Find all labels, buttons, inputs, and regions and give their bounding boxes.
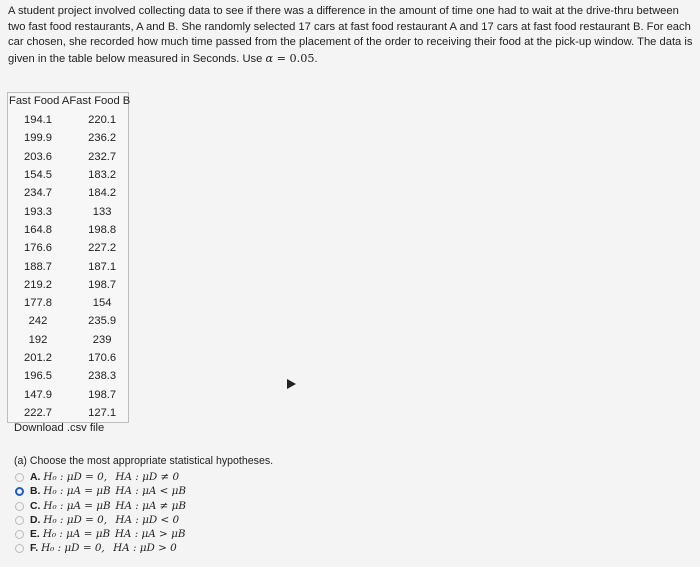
table-row [8,404,130,422]
alternative-hypothesis: HA : μA ≠ μB [115,499,187,512]
table-row [8,257,130,275]
table-row [8,385,130,403]
cell-fast-food-a: 222.7 [24,406,52,419]
cell-fast-food-b: 239 [92,333,112,346]
cell-fast-food-b: 154 [92,297,112,310]
alternative-hypothesis: HA : μD > 0 [113,542,177,555]
radio-icon[interactable] [15,530,24,539]
null-hypothesis: H₀ : μD = 0, [41,542,105,555]
option-letter: A. [30,472,41,483]
cell-fast-food-a: 203.6 [24,150,52,163]
table-row [8,148,130,166]
cell-fast-food-b: 170.6 [88,352,117,364]
cell-fast-food-a: 199.9 [24,132,52,145]
radio-icon[interactable] [15,502,24,511]
null-hypothesis: H₀ : μD = 0, [43,513,108,526]
table-row [8,129,130,147]
null-hypothesis: H₀ : μA = μB [43,499,111,512]
option-letter: B. [30,486,41,498]
table-row [8,349,130,367]
cell-fast-food-b: 220.1 [88,114,117,127]
cell-fast-food-a: 147.9 [24,388,52,401]
null-hypothesis: H₀ : μA = μB [43,485,111,498]
cell-fast-food-b: 187.1 [88,260,117,273]
option-letter: C. [30,500,41,512]
data-table [7,92,129,423]
cell-fast-food-b: 236.2 [88,132,117,145]
null-hypothesis: H₀ : μA = μB [42,528,111,541]
table-row [8,239,130,257]
cell-fast-food-b: 238.3 [88,370,117,383]
question-a: (a) Choose the most appropriate statistical hypotheses. [14,455,274,467]
option-letter: E. [30,529,40,541]
cell-fast-food-a: 192 [28,333,48,346]
cell-fast-food-a: 234.7 [24,187,52,200]
hypothesis-options [14,470,186,556]
option-d[interactable] [14,513,186,527]
table-row [8,221,130,239]
cell-fast-food-a: 242 [28,315,48,328]
cell-fast-food-b: 198.7 [88,278,117,291]
option-e[interactable] [14,527,186,541]
radio-selected-icon[interactable] [15,487,24,496]
table-row [8,166,130,184]
table-header-row [8,93,130,111]
cell-fast-food-b: 235.9 [88,315,117,328]
radio-icon[interactable] [15,544,24,553]
cell-fast-food-a: 164.8 [24,223,52,236]
cell-fast-food-b: 198.8 [88,223,117,236]
download-csv-link[interactable]: Download .csv file [14,422,105,434]
cell-fast-food-a: 219.2 [24,278,52,291]
table-row [8,276,130,294]
null-hypothesis: H₀ : μD = 0, [43,471,108,483]
radio-icon[interactable] [15,473,24,482]
option-b[interactable] [14,484,186,498]
table-row [8,367,130,385]
radio-icon[interactable] [15,516,24,525]
alpha-value: 0.05 [289,51,315,65]
header-fast-food-a: Fast Food A [9,95,70,107]
alternative-hypothesis: HA : μD < 0 [115,513,180,526]
alpha-symbol: α [265,51,274,65]
cell-fast-food-a: 154.5 [24,169,52,182]
cell-fast-food-b: 184.2 [88,187,117,200]
table-row [8,202,130,220]
table-row [8,331,130,349]
option-letter: D. [30,514,41,526]
table-row [8,111,130,129]
header-fast-food-b: Fast Food B [69,95,131,107]
cell-fast-food-b: 198.7 [88,388,117,401]
cell-fast-food-b: 133 [92,205,112,218]
cell-fast-food-a: 196.5 [24,370,52,383]
option-letter: F. [30,543,39,555]
table-row [8,294,130,312]
alternative-hypothesis: HA : μA > μB [114,528,186,541]
cell-fast-food-a: 194.1 [24,114,52,127]
cell-fast-food-b: 227.2 [88,242,117,255]
table-row [8,312,130,330]
alpha-period: . [314,52,318,65]
alternative-hypothesis: HA : μD ≠ 0 [115,471,180,483]
cell-fast-food-b: 183.2 [88,169,117,182]
alternative-hypothesis: HA : μA < μB [115,485,187,498]
table-header [8,93,130,111]
option-c[interactable] [14,499,186,513]
problem-statement [8,4,696,67]
cell-fast-food-a: 201.2 [24,352,52,364]
cell-fast-food-a: 193.3 [24,205,52,218]
alpha-equals: = [273,51,290,65]
mouse-cursor-icon [287,379,296,389]
option-f[interactable] [14,541,186,555]
table-row [8,184,130,202]
cell-fast-food-a: 176.6 [24,242,52,255]
cell-fast-food-a: 177.8 [24,297,52,310]
option-a[interactable] [14,470,186,484]
cell-fast-food-b: 232.7 [88,150,117,163]
problem-text: A student project involved collecting data to see if there was a difference in the amount of time one had to wait at the drive-thru between two fast food restaurants, A and B. She randomly selected 17 cars at fast food restaurant A and 17 cars at fast food restaurant B. For each car chosen, she recorded how much time passed from the placement of the order to receiving their food at the pick-up window. The data is given in the table below measured in Seconds. Use [8,5,693,65]
cell-fast-food-b: 127.1 [88,406,117,419]
table-body [8,111,130,422]
cell-fast-food-a: 188.7 [24,260,52,273]
